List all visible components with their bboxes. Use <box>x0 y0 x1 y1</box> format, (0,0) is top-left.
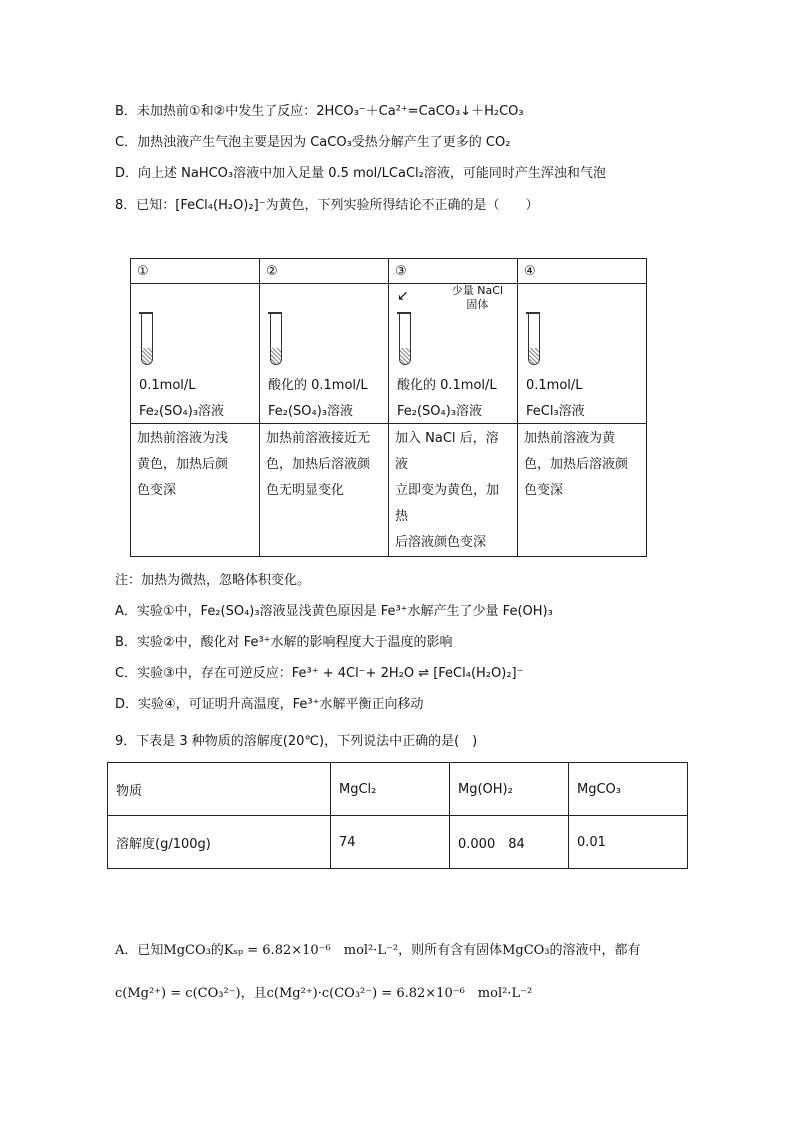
result-cell-1 <box>131 424 260 557</box>
option-c-text: C．加热浊液产生气泡主要是因为 CaCO₃受热分解产生了更多的 CO₂ <box>115 135 511 150</box>
conc-line: 0.1mol/L <box>139 378 196 393</box>
solubility-table <box>107 762 688 869</box>
q8-option-b: B．实验②中，酸化对 Fe³⁺水解的影响程度大于温度的影响 <box>115 635 453 650</box>
result-line: 立即变为黄色，加热 <box>395 483 500 524</box>
header-1: ① <box>131 259 260 284</box>
experiment-cell-2 <box>260 284 389 424</box>
header-4: ④ <box>518 259 647 284</box>
table-cell: 74 <box>331 816 450 869</box>
header-2: ② <box>260 259 389 284</box>
result-cell-3 <box>389 424 518 557</box>
result-line: 后溶液颜色变深 <box>395 535 487 550</box>
test-tube-icon <box>270 314 282 365</box>
result-line: 黄色，加热后颜 <box>137 457 229 472</box>
table-header-cell: MgCO₃ <box>569 763 688 816</box>
test-tube-icon <box>528 314 540 365</box>
option-d-text: D．向上述 NaHCO₃溶液中加入足量 0.5 mol/LCaCl₂溶液，可能同时产生浑浊和气泡 <box>115 166 606 181</box>
experiment-cell-1 <box>131 284 260 424</box>
q8-option-c: C．实验③中，存在可逆反应：Fe³⁺ + 4Cl⁻+ 2H₂O ⇌ [FeCl₄(H₂O)₂]⁻ <box>115 666 524 681</box>
result-line: 色变深 <box>137 483 177 498</box>
question-8: 8．已知：[FeCl₄(H₂O)₂]⁻为黄色，下列实验所得结论不正确的是（ ） <box>115 198 539 213</box>
conc-line: 0.1mol/L <box>526 378 583 393</box>
conc-line: Fe₂(SO₄)₃溶液 <box>268 404 354 419</box>
conc-line: Fe₂(SO₄)₃溶液 <box>139 404 225 419</box>
table-header-cell: MgCl₂ <box>331 763 450 816</box>
q9-option-a-line2: c(Mg²⁺) = c(CO₃²⁻)，且c(Mg²⁺)·c(CO₃²⁻) = 6.82×10⁻⁶ mol²·L⁻² <box>115 986 533 1001</box>
table-header-cell: Mg(OH)₂ <box>450 763 569 816</box>
table-header-cell: 物质 <box>108 763 331 816</box>
nacl-label: 少量 NaCl <box>451 284 503 297</box>
note-text: 注：加热为微热，忽略体积变化。 <box>115 573 311 588</box>
option-b-text: B．未加热前①和②中发生了反应：2HCO₃⁻＋Ca²⁺=CaCO₃↓＋H₂CO₃ <box>115 104 524 119</box>
conc-line: 酸化的 0.1mol/L <box>397 378 497 393</box>
table-cell: 0.000 84 <box>450 816 569 869</box>
table-cell: 0.01 <box>569 816 688 869</box>
test-tube-icon <box>141 314 153 365</box>
q8-option-a: A．实验①中，Fe₂(SO₄)₃溶液显浅黄色原因是 Fe³⁺水解产生了少量 Fe(OH)₃ <box>115 604 553 619</box>
question-9: 9．下表是 3 种物质的溶解度(20℃)，下列说法中正确的是( ) <box>115 734 478 749</box>
result-line: 加热前溶液为黄 <box>524 431 616 446</box>
nacl-label: 固体 <box>466 298 489 311</box>
result-line: 色无明显变化 <box>266 483 345 498</box>
result-cell-2 <box>260 424 389 557</box>
header-3: ③ <box>389 259 518 284</box>
result-line: 加入 NaCl 后，溶液 <box>395 431 499 472</box>
result-line: 加热前溶液为浅 <box>137 431 229 446</box>
experiment-cell-4 <box>518 284 647 424</box>
conc-line: FeCl₃溶液 <box>526 404 585 419</box>
q8-option-d: D．实验④，可证明升高温度，Fe³⁺水解平衡正向移动 <box>115 697 424 712</box>
test-tube-icon <box>399 314 411 365</box>
curved-arrow-icon: ↙ <box>397 288 409 304</box>
result-line: 色变深 <box>524 483 564 498</box>
conc-line: 酸化的 0.1mol/L <box>268 378 368 393</box>
result-line: 色，加热后溶液颜 <box>524 457 629 472</box>
experiment-table <box>130 258 647 557</box>
table-cell: 溶解度(g/100g) <box>108 816 331 869</box>
q9-option-a-line1: A．已知MgCO₃的Kₛₚ = 6.82×10⁻⁶ mol²·L⁻²，则所有含有固体MgCO₃的溶液中，都有 <box>115 943 641 958</box>
conc-line: Fe₂(SO₄)₃溶液 <box>397 404 483 419</box>
result-cell-4 <box>518 424 647 557</box>
result-line: 加热前溶液接近无 <box>266 431 371 446</box>
result-line: 色，加热后溶液颜 <box>266 457 371 472</box>
experiment-cell-3 <box>389 284 518 424</box>
